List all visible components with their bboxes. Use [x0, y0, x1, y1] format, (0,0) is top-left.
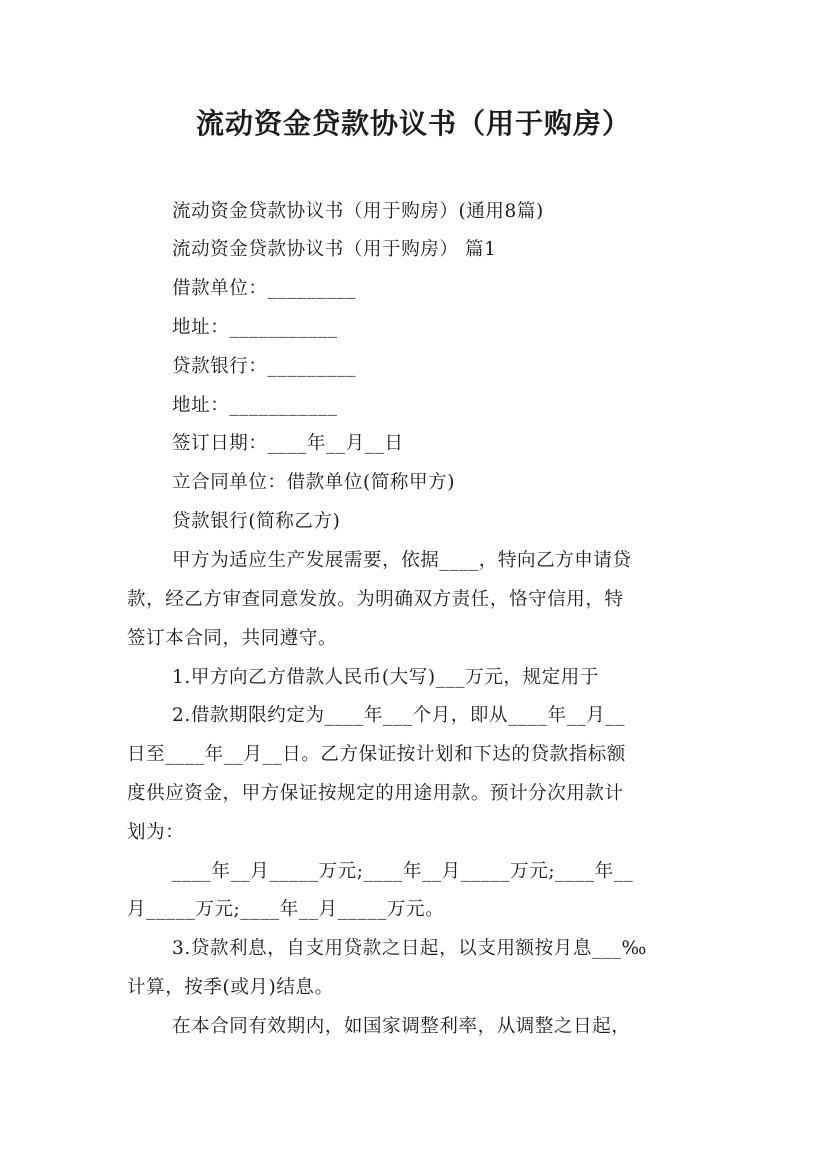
- schedule-line: 月_____万元;____年__月_____万元。: [127, 899, 445, 920]
- borrower-address-field: 地址：___________: [172, 317, 338, 338]
- paragraph-line: 划为：: [127, 822, 185, 843]
- parties-line: 立合同单位：借款单位(简称甲方): [172, 472, 456, 493]
- paragraph-line: 计算，按季(或月)结息。: [127, 977, 334, 998]
- schedule-line: ____年__月_____万元;____年__月_____万元;____年__: [172, 861, 634, 882]
- paragraph-line: 签订本合同，共同遵守。: [127, 628, 338, 649]
- borrower-field: 借款单位：_________: [172, 278, 357, 299]
- paragraph-line: 日至____年__月__日。乙方保证按计划和下达的贷款指标额: [127, 744, 627, 765]
- bank-field: 贷款银行：_________: [172, 356, 357, 377]
- sign-date-field: 签订日期：____年__月__日: [172, 433, 404, 454]
- party-b-line: 贷款银行(简称乙方): [172, 511, 341, 532]
- paragraph-line: 度供应资金，甲方保证按规定的用途用款。预计分次用款计: [127, 783, 624, 804]
- section-heading: 流动资金贷款协议书（用于购房） 篇1: [172, 239, 497, 260]
- paragraph-line: 在本合同有效期内，如国家调整利率，从调整之日起，: [172, 1016, 631, 1037]
- clause-2: 2.借款期限约定为____年___个月，即从____年__月__: [172, 705, 626, 726]
- clause-3: 3.贷款利息，自支用贷款之日起，以支用额按月息___‰: [172, 938, 647, 959]
- clause-1: 1.甲方向乙方借款人民币(大写)___万元，规定用于: [172, 667, 599, 688]
- bank-address-field: 地址：___________: [172, 395, 338, 416]
- subtitle-line: 流动资金贷款协议书（用于购房）(通用8篇): [172, 201, 544, 222]
- paragraph-line: 款，经乙方审查同意发放。为明确双方责任，恪守信用，特: [127, 589, 624, 610]
- paragraph-line: 甲方为适应生产发展需要，依据____，特向乙方申请贷: [172, 550, 632, 571]
- document-title: 流动资金贷款协议书（用于购房）: [195, 107, 631, 140]
